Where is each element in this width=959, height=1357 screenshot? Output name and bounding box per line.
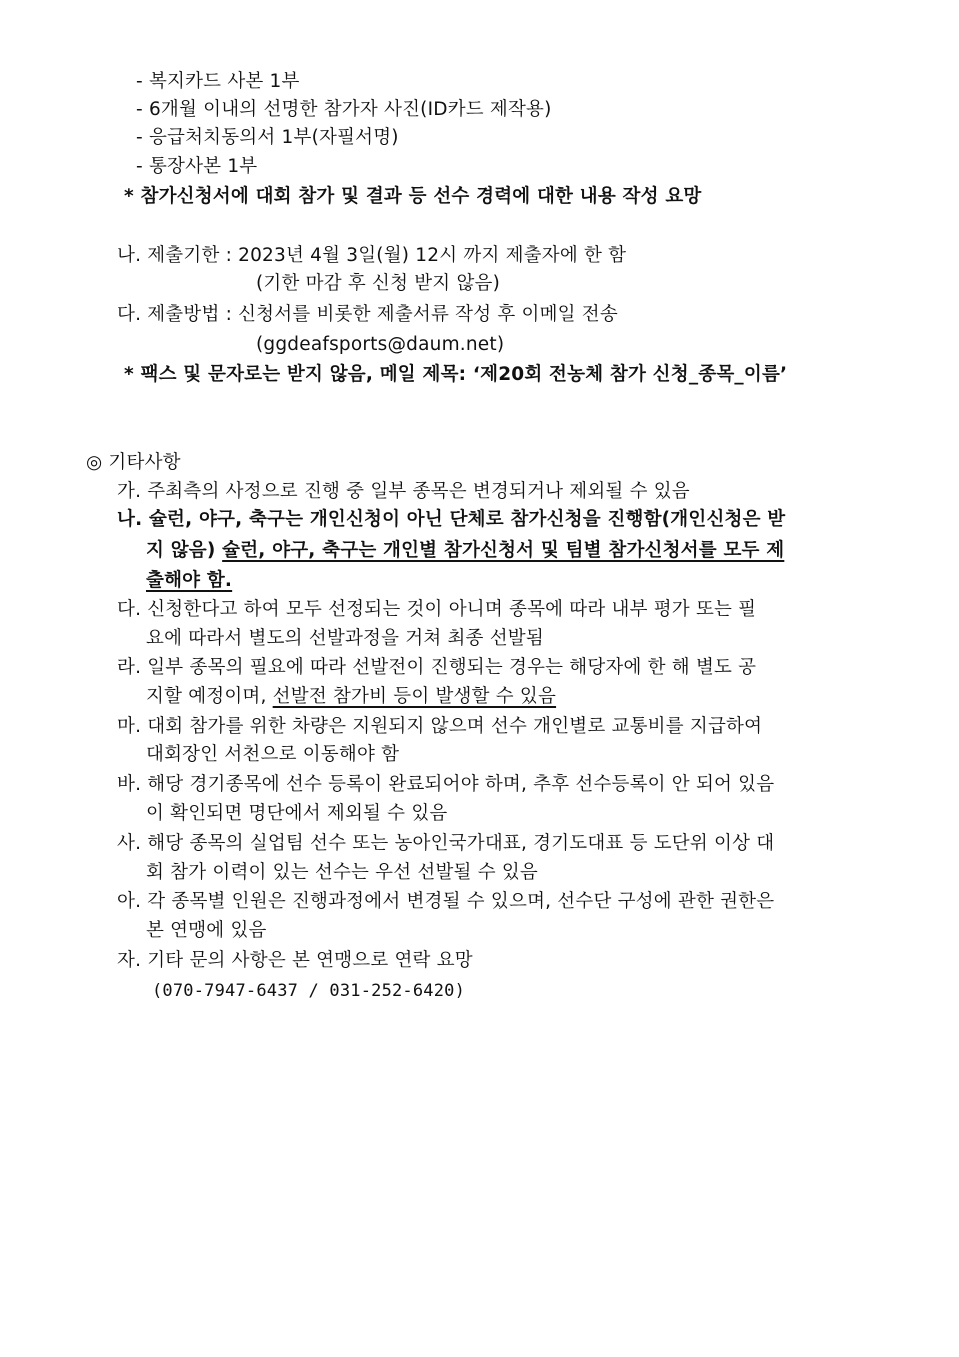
misc-item-da-line2: 요에 따라서 별도의 선발과정을 거쳐 최종 선발됨 <box>146 628 544 649</box>
doc-item-welfare-card: - 복지카드 사본 1부 <box>136 71 300 92</box>
ra-line2-lead: 지할 예정이며, <box>146 686 273 707</box>
doc-item-photo: - 6개월 이내의 선명한 참가자 사진(ID카드 제작용) <box>136 99 552 120</box>
deadline-line: 나. 제출기한 : 2023년 4월 3일(월) 12시 까지 제출자에 한 함 <box>117 245 627 266</box>
misc-item-ra-line2 <box>146 685 556 709</box>
misc-item-ra-line1: 라. 일부 종목의 필요에 따라 선발전이 진행되는 경우는 해당자에 한 해 별도 공 <box>117 657 757 678</box>
na-line2-lead: 지 않음) <box>146 540 223 561</box>
misc-item-da-line1: 다. 신청한다고 하여 모두 선정되는 것이 아니며 종목에 따라 내부 평가 또는 필 <box>117 599 757 620</box>
misc-item-ga: 가. 주최측의 사정으로 진행 중 일부 종목은 변경되거나 제외될 수 있음 <box>117 481 690 502</box>
misc-item-na-line3: 출해야 함. <box>146 570 233 591</box>
career-note: * 참가신청서에 대회 참가 및 결과 등 선수 경력에 대한 내용 작성 요망 <box>124 186 702 207</box>
misc-item-a-line2: 본 연맹에 있음 <box>146 920 267 941</box>
misc-item-sa-line2: 회 참가 이력이 있는 선수는 우선 선발될 수 있음 <box>146 862 538 883</box>
misc-item-na-line2 <box>146 539 784 563</box>
misc-item-na-line1: 나. 슐런, 야구, 축구는 개인신청이 아닌 단체로 참가신청을 진행함(개인신청은 받 <box>117 509 786 530</box>
misc-item-ba-line2: 이 확인되면 명단에서 제외될 수 있음 <box>146 803 448 824</box>
contact-phone-numbers: (070-7947-6437 / 031-252-6420) <box>152 981 466 1001</box>
misc-heading: ◎ 기타사항 <box>86 452 181 473</box>
na-line2-underlined: 슐런, 야구, 축구는 개인별 참가신청서 및 팀별 참가신청서를 모두 제 <box>222 540 785 561</box>
misc-item-ba-line1: 바. 해당 경기종목에 선수 등록이 완료되어야 하며, 추후 선수등록이 안 되어 있음 <box>117 774 775 795</box>
misc-item-ma-line1: 마. 대회 참가를 위한 차량은 지원되지 않으며 선수 개인별로 교통비를 지급하여 <box>117 716 763 737</box>
ra-line2-underlined: 선발전 참가비 등이 발생할 수 있음 <box>272 686 557 707</box>
misc-item-ma-line2: 대회장인 서천으로 이동해야 함 <box>146 744 400 765</box>
deadline-note: (기한 마감 후 신청 받지 않음) <box>256 273 501 294</box>
doc-item-bankbook: - 통장사본 1부 <box>136 156 258 177</box>
fax-note: * 팩스 및 문자로는 받지 않음, 메일 제목: ‘제20회 전농체 참가 신청_종목_이름’ <box>124 364 788 385</box>
doc-item-first-aid-consent: - 응급처치동의서 1부(자필서명) <box>136 127 399 148</box>
misc-item-ja-line1: 자. 기타 문의 사항은 본 연맹으로 연락 요망 <box>117 950 473 971</box>
method-line: 다. 제출방법 : 신청서를 비롯한 제출서류 작성 후 이메일 전송 <box>117 304 618 325</box>
misc-item-a-line1: 아. 각 종목별 인원은 진행과정에서 변경될 수 있으며, 선수단 구성에 관한 권한은 <box>117 891 775 912</box>
method-email: (ggdeafsports@daum.net) <box>256 334 505 355</box>
misc-item-sa-line1: 사. 해당 종목의 실업팀 선수 또는 농아인국가대표, 경기도대표 등 도단위 이상 대 <box>117 833 775 854</box>
